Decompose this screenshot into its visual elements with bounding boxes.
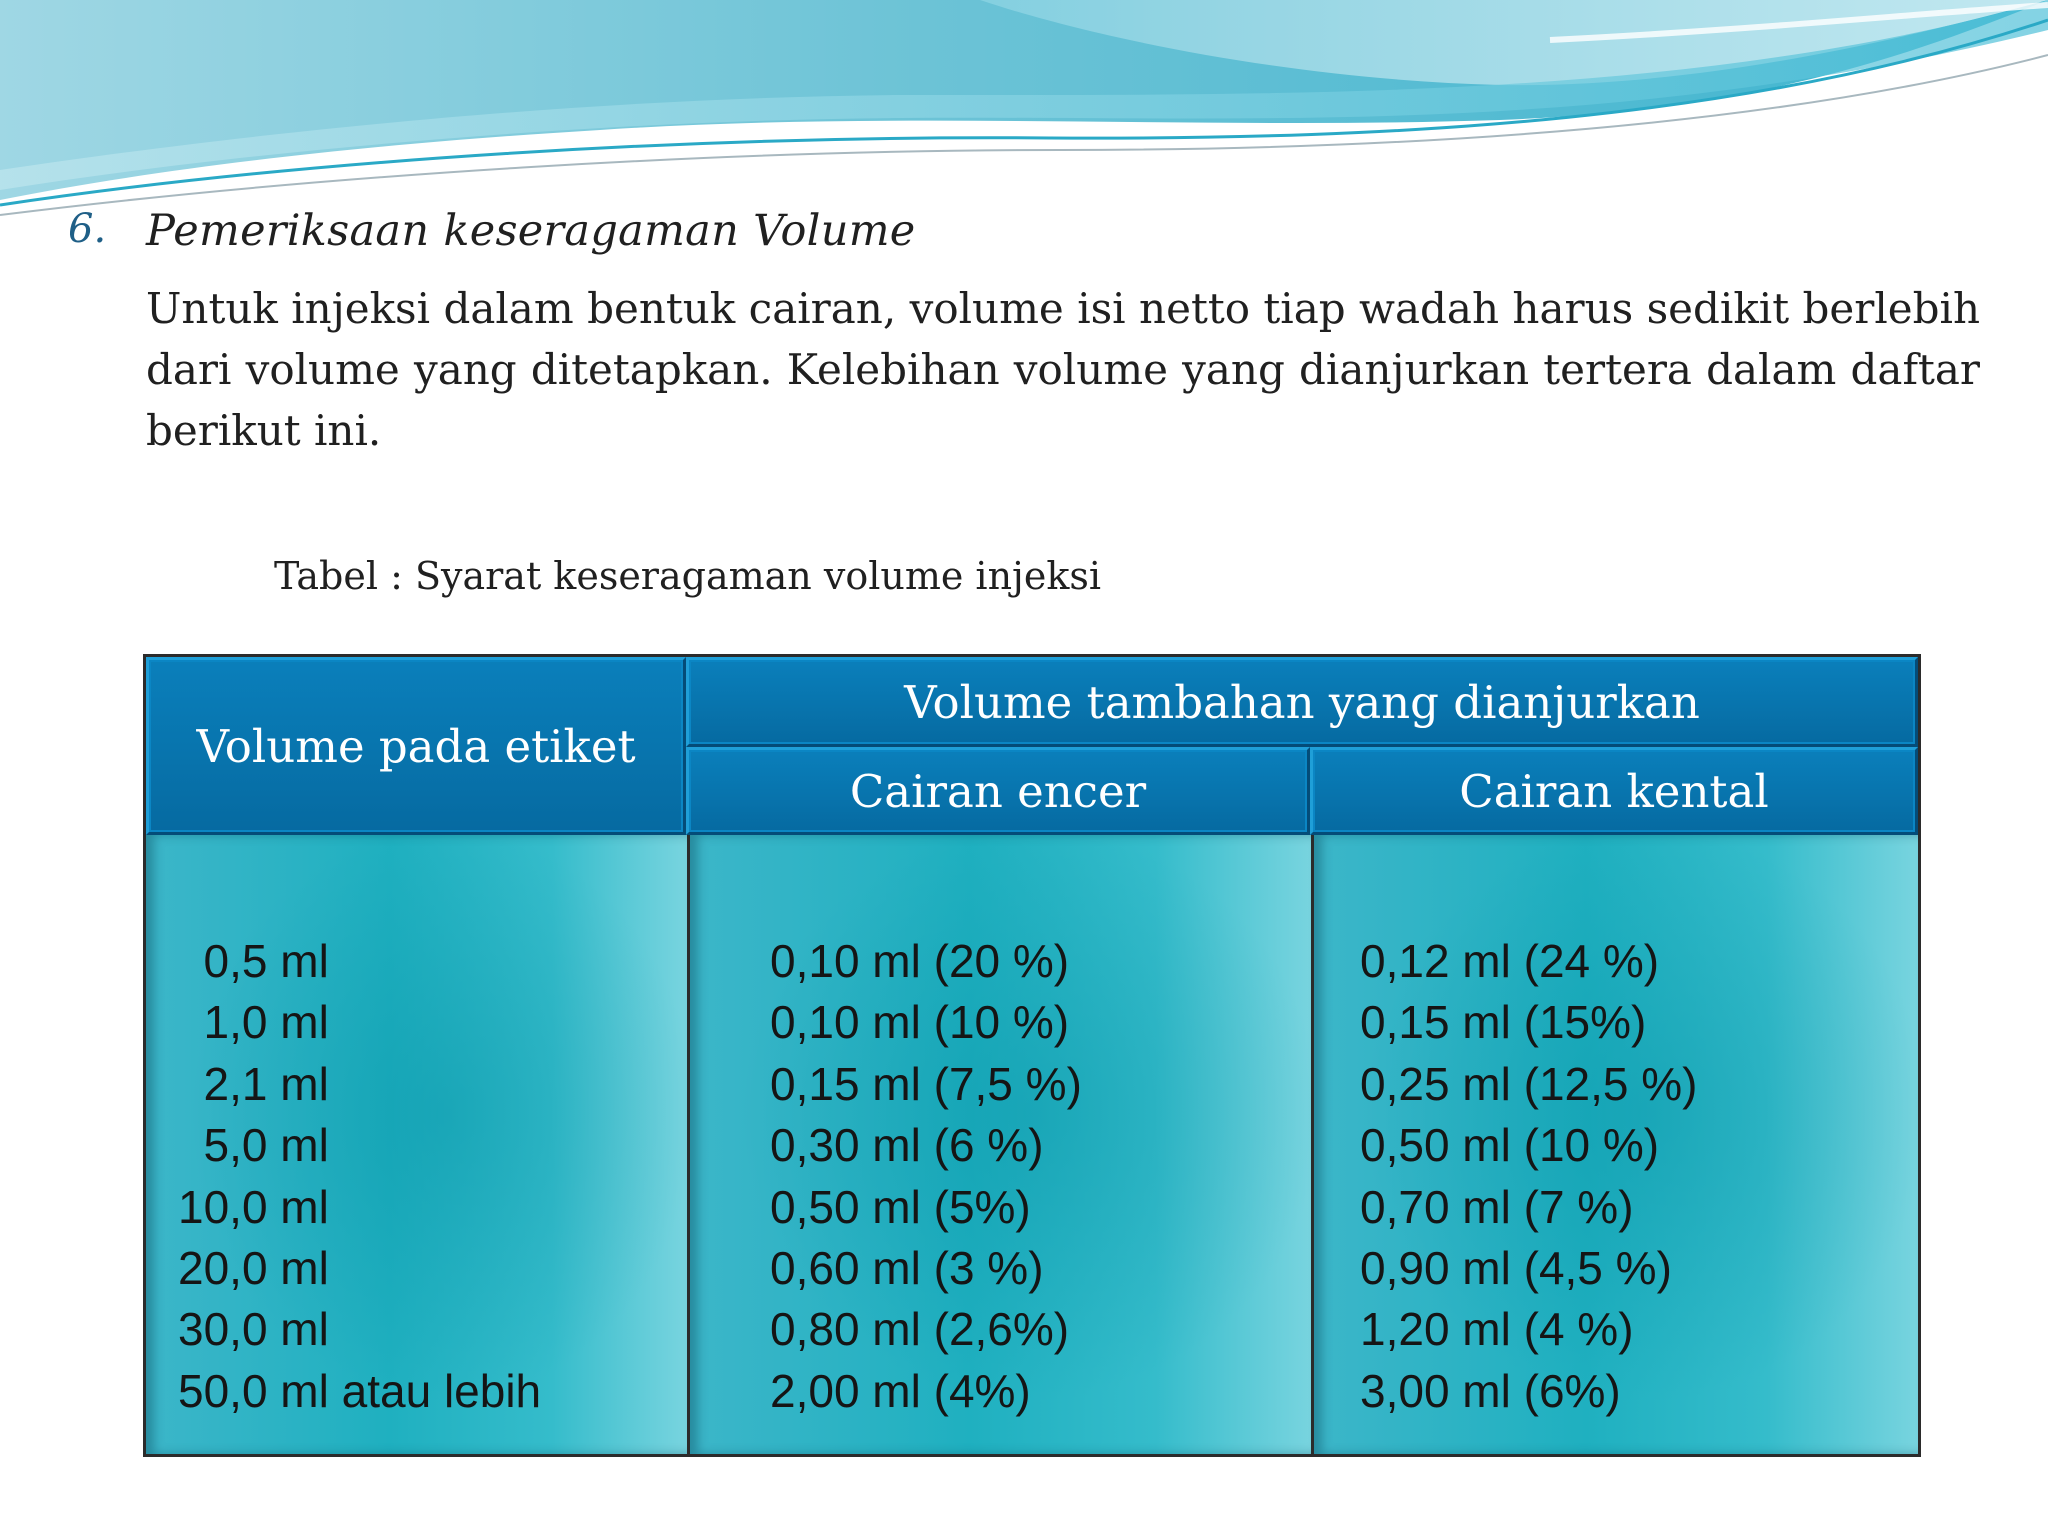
kental-cell: 0,70 ml (7 %): [1360, 1180, 1634, 1233]
volume-cell: 1,0 ml: [178, 996, 329, 1049]
volume-cell: 30,0 ml: [178, 1303, 329, 1356]
header-cairan-kental: Cairan kental: [1310, 747, 1918, 835]
table-caption: Tabel : Syarat keseragaman volume injeksi: [274, 554, 1102, 598]
volume-cell: 10,0 ml: [178, 1180, 329, 1233]
kental-cell: 0,50 ml (10 %): [1360, 1119, 1660, 1172]
volume-cell: 2,1 ml: [178, 1057, 329, 1110]
kental-cell: 0,25 ml (12,5 %): [1360, 1057, 1698, 1110]
encer-cell: 0,80 ml (2,6%): [770, 1303, 1070, 1356]
section-number: 6.: [68, 206, 107, 252]
kental-cell: 0,90 ml (4,5 %): [1360, 1242, 1672, 1295]
column-cairan-encer: [690, 835, 1314, 1454]
encer-cell: 0,50 ml (5%): [770, 1180, 1031, 1233]
column-cairan-kental: [1314, 835, 1918, 1454]
column-volume-etiket: [146, 835, 690, 1454]
header-volume-pada-etiket: Volume pada etiket: [146, 657, 686, 835]
kental-cell: 0,15 ml (15%): [1360, 996, 1647, 1049]
volume-cell: 50,0 ml atau lebih: [178, 1364, 542, 1417]
volume-table: [143, 654, 1921, 1457]
encer-cell: 0,30 ml (6 %): [770, 1119, 1044, 1172]
kental-cell: 3,00 ml (6%): [1360, 1364, 1621, 1417]
encer-values-list: [770, 931, 1082, 1422]
kental-cell: 0,12 ml (24 %): [1360, 935, 1660, 987]
encer-cell: 0,10 ml (10 %): [770, 996, 1070, 1049]
kental-values-list: [1360, 931, 1697, 1422]
encer-cell: 0,10 ml (20 %): [770, 935, 1070, 987]
kental-cell: 1,20 ml (4 %): [1360, 1303, 1634, 1356]
volume-cell: 20,0 ml: [178, 1242, 329, 1295]
header-cairan-encer: Cairan encer: [686, 747, 1310, 835]
encer-cell: 0,15 ml (7,5 %): [770, 1057, 1082, 1110]
header-volume-tambahan: Volume tambahan yang dianjurkan: [686, 657, 1918, 747]
wave-banner: [0, 0, 2048, 240]
volume-cell: 5,0 ml: [178, 1119, 329, 1172]
volume-values-list: [178, 931, 541, 1422]
body-paragraph: Untuk injeksi dalam bentuk cairan, volume isi netto tiap wadah harus sedikit berlebih dari volume yang ditetapkan. Kelebihan volume yang dianjurkan tertera dalam daftar berikut ini.: [146, 284, 1980, 455]
section-title: Pemeriksaan keseragaman Volume: [146, 206, 916, 256]
encer-cell: 2,00 ml (4%): [770, 1364, 1031, 1417]
encer-cell: 0,60 ml (3 %): [770, 1242, 1044, 1295]
volume-cell: 0,5 ml: [178, 935, 329, 987]
